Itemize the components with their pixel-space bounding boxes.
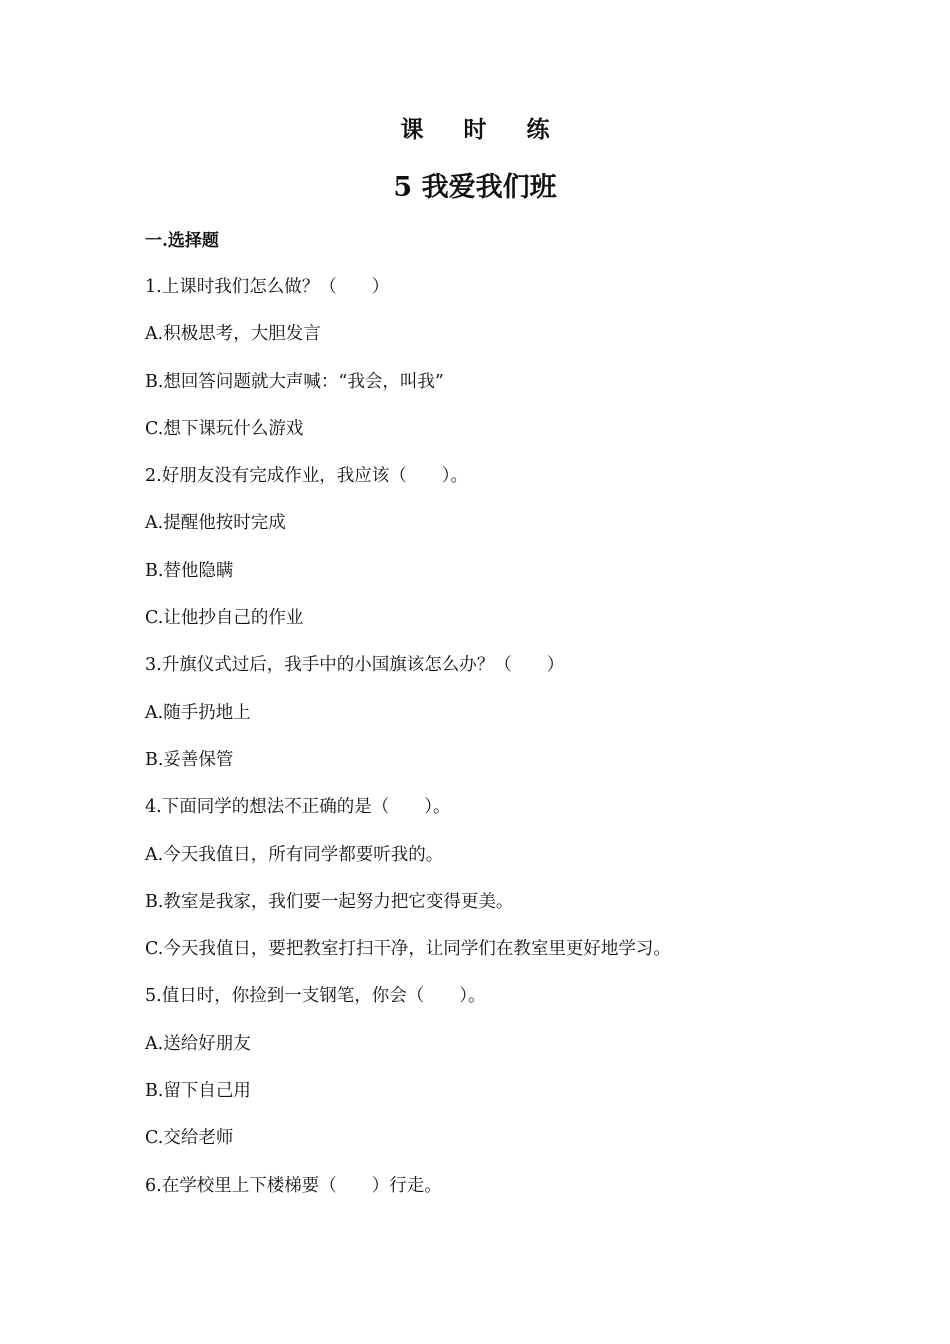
question-stem: 4.下面同学的想法不正确的是（ ）。 <box>145 797 451 818</box>
answer-option: C.让他抄自己的作业 <box>145 608 304 629</box>
lesson-title: 5 我爱我们班 <box>393 172 557 203</box>
answer-option: C.今天我值日，要把教室打扫干净，让同学们在教室里更好地学习。 <box>145 939 671 960</box>
question-stem: 2.好朋友没有完成作业，我应该（ ）。 <box>145 466 468 487</box>
answer-option: B.替他隐瞒 <box>145 560 234 581</box>
answer-option: C.想下课玩什么游戏 <box>145 418 304 439</box>
question-list <box>145 273 845 1219</box>
answer-option: A.积极思考，大胆发言 <box>145 324 321 345</box>
answer-option: B.教室是我家，我们要一起努力把它变得更美。 <box>145 891 514 912</box>
question-stem: 3.升旗仪式过后，我手中的小国旗该怎么办？（ ） <box>145 655 565 676</box>
question-stem: 6.在学校里上下楼梯要（ ）行走。 <box>145 1175 442 1196</box>
document-title: 课 时 练 <box>400 116 566 143</box>
answer-option: A.随手扔地上 <box>145 702 251 723</box>
answer-option: A.送给好朋友 <box>145 1033 251 1054</box>
section-heading: 一.选择题 <box>145 231 219 251</box>
answer-option: B.留下自己用 <box>145 1081 251 1102</box>
answer-option: A.提醒他按时完成 <box>145 513 286 534</box>
answer-option: B.妥善保管 <box>145 749 234 770</box>
question-stem: 1.上课时我们怎么做？（ ） <box>145 277 390 297</box>
answer-option: B.想回答问题就大声喊：“我会，叫我” <box>145 371 444 392</box>
answer-option: A.今天我值日，所有同学都要听我的。 <box>145 844 444 865</box>
question-stem: 5.值日时，你捡到一支钢笔，你会（ ）。 <box>145 986 486 1007</box>
answer-option: C.交给老师 <box>145 1128 234 1149</box>
